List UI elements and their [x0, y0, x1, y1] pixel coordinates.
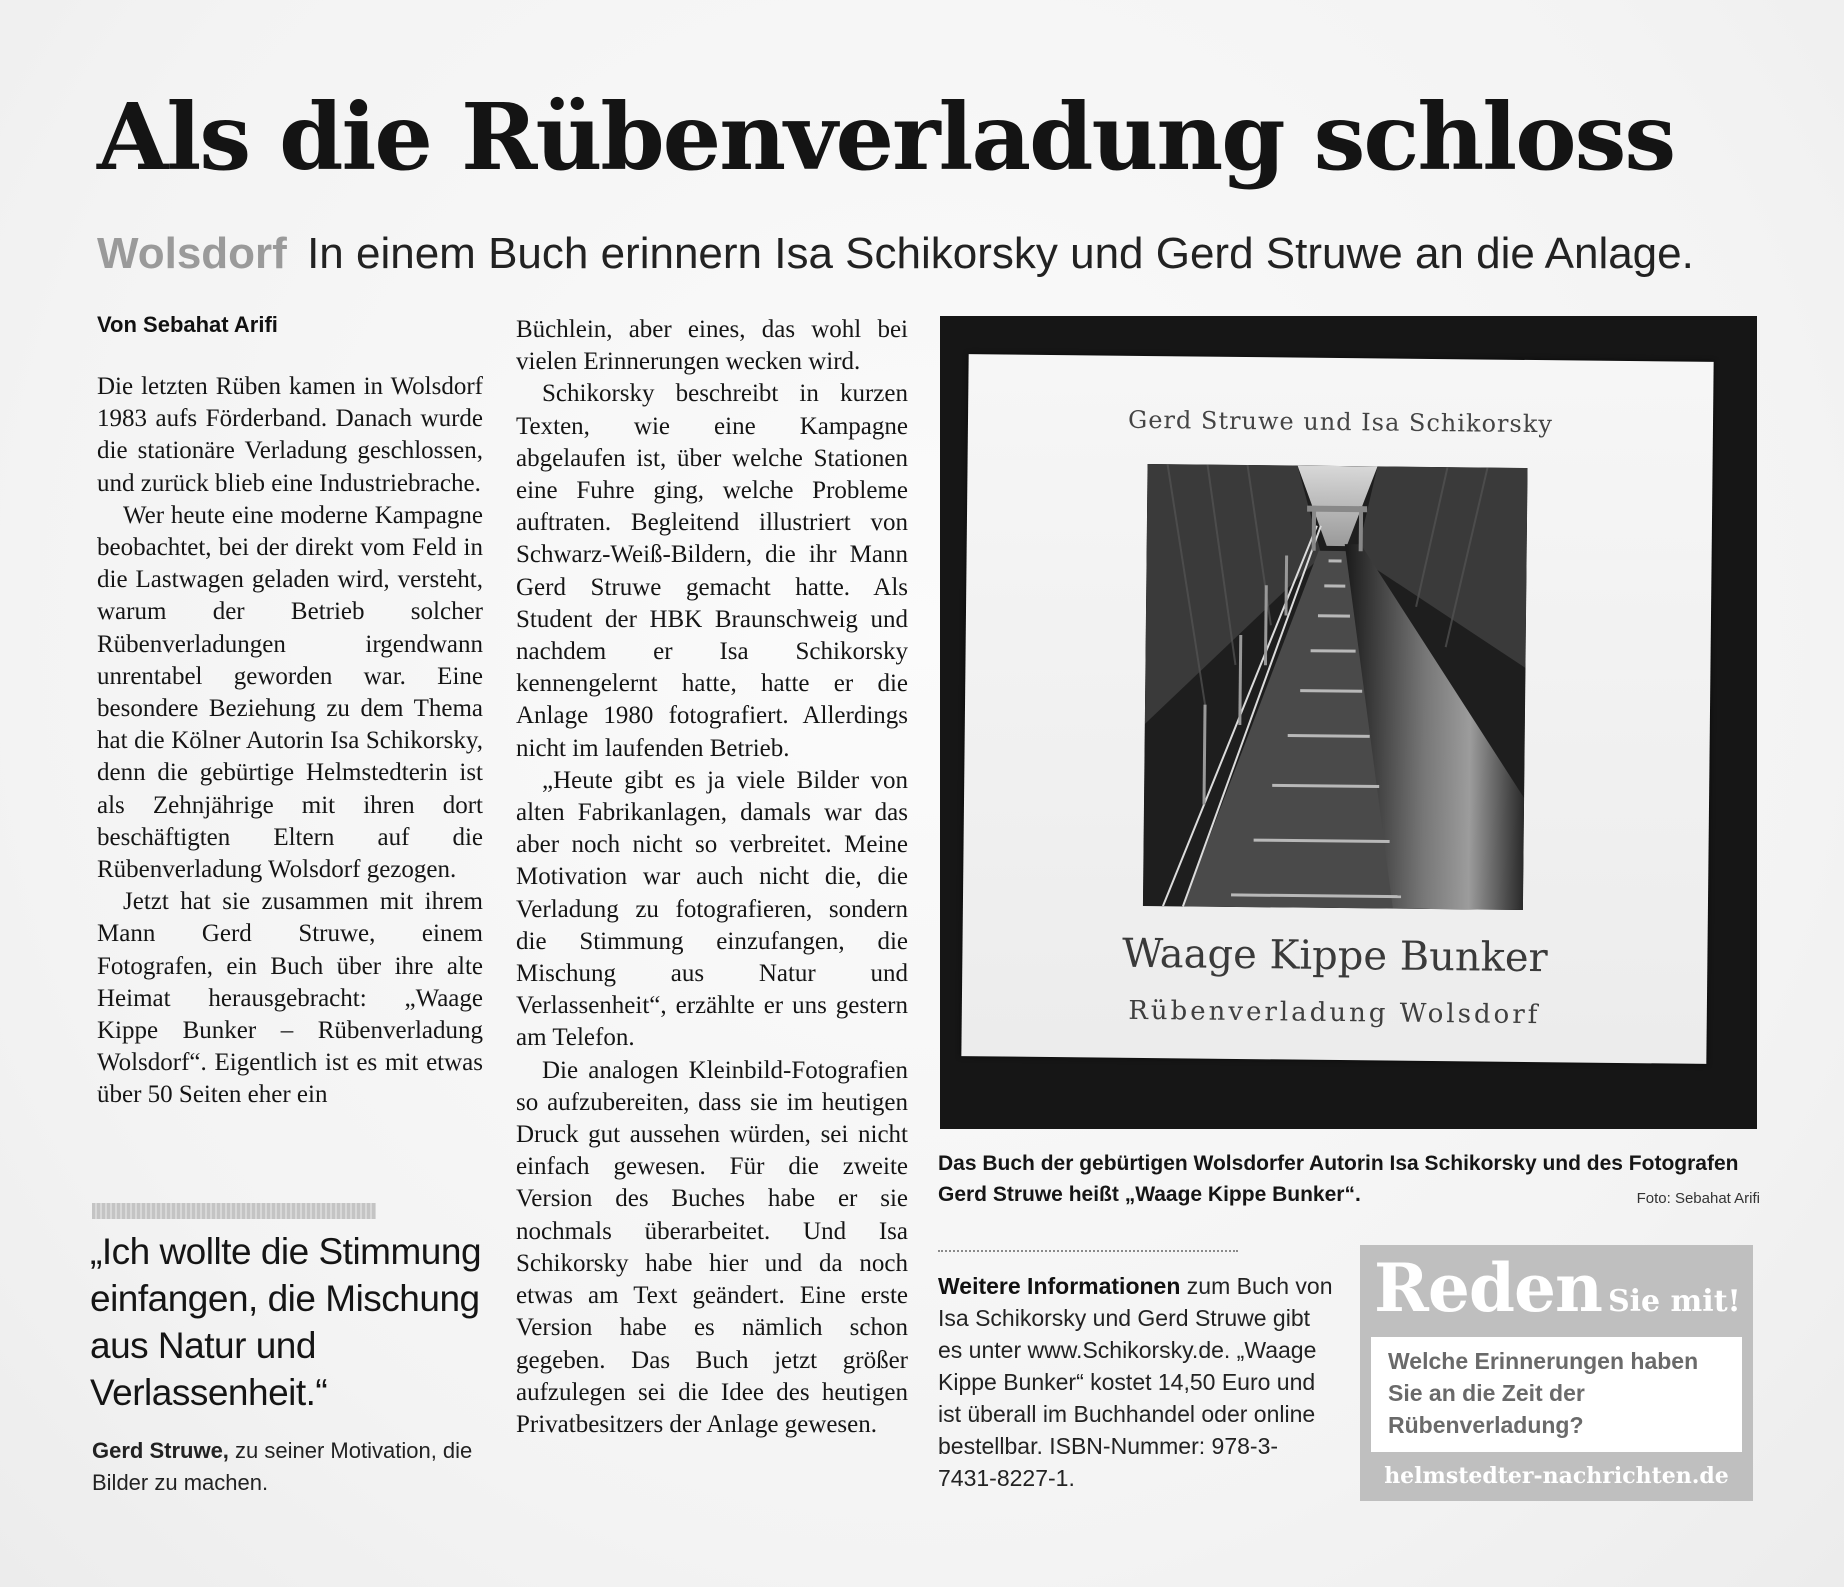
book-title: Waage Kippe Bunker: [1121, 930, 1548, 982]
info-lead: Weitere Informationen: [938, 1273, 1181, 1299]
paragraph: Jetzt hat sie zusammen mit ihrem Mann Gerd Struwe, einem Fotografen, ein Buch über ihre alte Heimat herausgebracht: „Waage Kippe Bunker – Rübenverladung Wolsdorf“. Eigentlich ist es mit etwas über 50 Seiten eher ein: [97, 888, 483, 1109]
reden-heading: [1374, 1249, 1749, 1335]
photo-credit: Foto: Sebahat Arifi: [1636, 1190, 1760, 1207]
reden-sie-mit-box: [1360, 1245, 1753, 1501]
book-authors: Gerd Struwe und Isa Schikorsky: [1127, 405, 1554, 439]
subheadline-text: In einem Buch erinnern Isa Schikorsky und Gerd Struwe an die Anlage.: [307, 229, 1694, 278]
headline: Als die Rübenverladung schloss: [97, 83, 1675, 191]
reden-question: Welche Erinnerungen haben Sie an die Zeit der Rübenverladung?: [1388, 1348, 1699, 1438]
location-kicker: Wolsdorf: [97, 229, 287, 278]
reden-small-text: Sie mit!: [1607, 1284, 1741, 1319]
paragraph: Die analogen Kleinbild-Fotografien so aufzubereiten, dass sie im heutigen Druck gut aussehen würden, sei nicht einfach gewesen. Für die zweite Version des Buches habe er sie nochmals überarbeitet. Und Isa Schikorsky habe hier und da noch etwas am Text geändert. Eine erste Version habe es nämlich schon gegeben. Das Buch jetzt größer aufzulegen sei die Idee des heutigen Privatbesitzers der Anlage gewesen.: [516, 1056, 908, 1438]
pull-quote: „Ich wollte die Stimmung einfangen, die Mischung aus Natur und Verlassenheit.“: [90, 1231, 482, 1413]
quote-author: Gerd Struwe,: [92, 1438, 229, 1463]
paragraph: Büchlein, aber eines, das wohl bei vielen Erinnerungen wecken wird.: [516, 316, 908, 376]
website-url: helmstedter-nachrichten.de: [1384, 1463, 1729, 1489]
info-box: [938, 1270, 1333, 1494]
article-column-2: [516, 314, 908, 1441]
paragraph: Wer heute eine moderne Kampagne beobachtet, bei der direkt vom Feld in die Lastwagen geladen wird, versteht, warum der Betrieb solcher Rübenverladungen irgendwann unrentabel geworden war. Eine besondere Beziehung zu dem Thema hat die Kölner Autorin Isa Schikorsky, denn die gebürtige Helmstedterin ist als Zehnjährige mit ihren dort beschäftigten Eltern auf die Rübenverladung Wolsdorf gezogen.: [97, 501, 483, 884]
book-cover: [961, 354, 1713, 1064]
reden-big-text: Reden: [1374, 1249, 1602, 1327]
quote-context: zu seiner Motivation, die Bilder zu machen.: [92, 1438, 473, 1495]
reden-question-panel: [1371, 1337, 1742, 1452]
paragraph: Schikorsky beschreibt in kurzen Texten, wie eine Kampagne abgelaufen ist, über welche Stationen eine Fuhre ging, welche Probleme auftraten. Begleitend illustriert von Schwarz-Weiß-Bildern, die ihr Mann Gerd Struwe gemacht hatte. Als Student der HBK Braunschweig und nachdem er Isa Schikorsky kennengelernt hatte, hatte er die Anlage 1980 fotografiert. Allerdings nicht im laufenden Betrieb.: [516, 380, 908, 762]
conveyor-photo: [1143, 464, 1528, 910]
subheadline: [97, 226, 1717, 282]
paragraph: Die letzten Rüben kamen in Wolsdorf 1983 aufs Förderband. Danach wurde die stationäre Verladung geschlossen, und zurück blieb eine Industriebrache.: [97, 373, 483, 497]
dotted-divider: [938, 1250, 1238, 1252]
info-text: zum Buch von Isa Schikorsky und Gerd Struwe gibt es unter www.Schikorsky.de. „Waage Kippe Bunker“ kostet 14,50 Euro und ist überall im Buchhandel oder online bestellbar. ISBN-Nummer: 978-3-7431-8227-1.: [938, 1273, 1333, 1491]
article-column-1: [97, 371, 483, 1112]
quote-attribution: [92, 1435, 492, 1499]
book-photo: [940, 316, 1757, 1129]
photo-caption: Das Buch der gebürtigen Wolsdorfer Autorin Isa Schikorsky und des Fotografen Gerd Struwe heißt „Waage Kippe Bunker“.: [938, 1152, 1739, 1206]
paragraph: „Heute gibt es ja viele Bilder von alten Fabrikanlagen, damals war das aber noch nicht so verbreitet. Meine Motivation war auch nicht die, die Verladung zu fotografieren, sondern die Stimmung einzufangen, die Mischung aus Natur und Verlassenheit“, erzählte er uns gestern am Telefon.: [516, 766, 908, 1052]
byline: Von Sebahat Arifi: [97, 312, 278, 337]
quote-rule: [92, 1203, 376, 1219]
conveyor-illustration: [1143, 464, 1528, 910]
book-subtitle: Rübenverladung Wolsdorf: [1128, 995, 1541, 1031]
